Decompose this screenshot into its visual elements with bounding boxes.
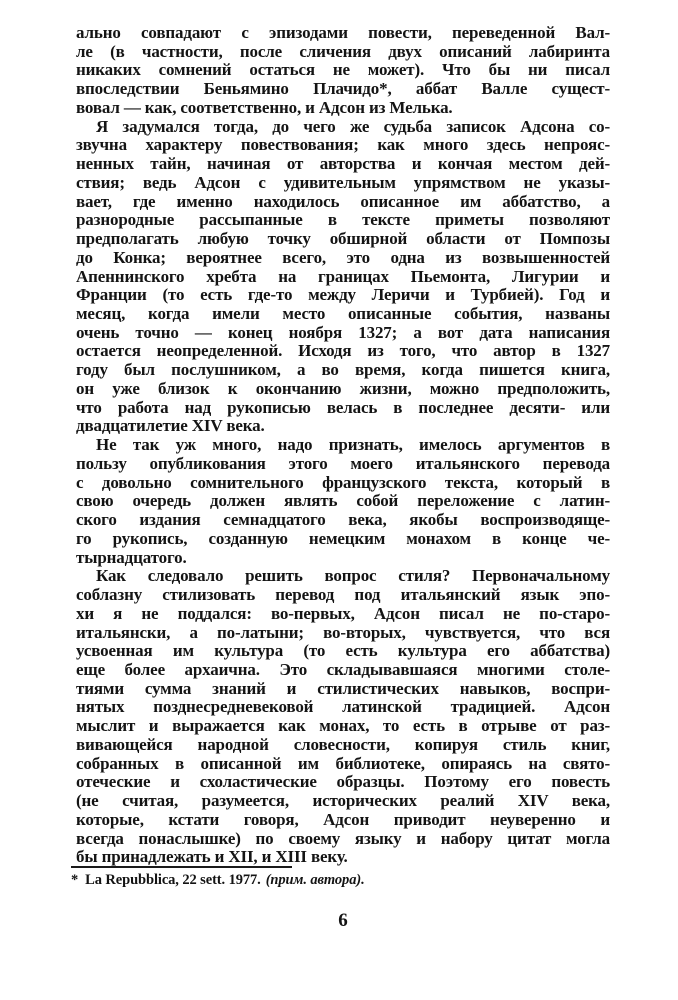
text-line: нятых позднесредневековой латинской традицией. Адсон [76, 697, 610, 717]
text-line: Франции (то есть где-то между Леричи и Турбией). Год и [76, 285, 610, 305]
text-line: тиями сумма знаний и стилистических навыков, воспри- [76, 678, 610, 698]
text-line: мыслит и выражается как монах, то есть в отрыве от раз- [76, 716, 610, 736]
text-line: двадцатилетие XIV века. [76, 416, 265, 436]
text-line: бы принадлежать и XII, и XIII веку. [76, 847, 348, 867]
text-line: до Конка; вероятнее всего, это одна из возвышенностей [76, 247, 610, 267]
text-line: всегда понаслышке) по своему языку и набору цитат могла [76, 828, 610, 848]
footnote [71, 866, 611, 889]
text-line: тырнадцатого. [76, 547, 187, 567]
text-line: Апеннинского хребта на границах Пьемонта, Лигурии и [76, 266, 610, 286]
text-line: соблазну стилизовать перевод под итальянский язык эпо- [76, 585, 610, 605]
text-line: которые, кстати говоря, Адсон приводит неуверенно и [76, 809, 610, 829]
text-line: разнородные рассыпанные в тексте приметы позволяют [76, 210, 610, 230]
text-line: хи я не поддался: во-первых, Адсон писал не по-старо- [76, 603, 610, 623]
page-number: 6 [338, 910, 348, 931]
text-line: остается неопределенной. Исходя из того, что автор в 1327 [76, 341, 610, 361]
footnote-reference: La Repubblica, 22 sett. 1977. [85, 872, 261, 888]
text-line: вовал — как, соответственно, и Адсон из Мелька. [76, 97, 453, 117]
text-line: Я задумался тогда, до чего же судьба записок Адсона со- [96, 116, 610, 136]
text-line: собранных в описанной им библиотеке, опираясь на свято- [76, 753, 610, 773]
footnote-author-note: (прим. автора). [265, 872, 365, 888]
footnote-marker: * [71, 872, 79, 888]
text-line: Не так уж много, надо признать, имелось аргументов в [96, 435, 610, 455]
text-line: пользу опубликования этого моего итальянского перевода [76, 453, 610, 473]
text-line: ально совпадают с эпизодами повести, переведенной Вал- [76, 23, 610, 42]
text-line: ствия; ведь Адсон с удивительным упрямством не указы- [76, 172, 610, 192]
text-line: вивающейся народной словесности, копируя стиль книг, [76, 734, 610, 754]
body-text [76, 24, 610, 867]
text-line: очень точно — конец ноября 1327; а вот дата написания [76, 322, 610, 342]
text-line: го рукопись, созданную немецким монахом в конце че- [76, 528, 610, 548]
text-line: Как следовало решить вопрос стиля? Первоначальному [96, 566, 610, 586]
text-line: ле (в частности, после сличения двух описаний лабиринта [76, 41, 610, 61]
text-line: (не считая, разумеется, исторических реалий XIV века, [76, 791, 610, 811]
text-line: впоследствии Беньямино Плачидо*, аббат Валле сущест- [76, 79, 610, 99]
text-line: еще более архаична. Это складывавшаяся многими столе- [76, 659, 610, 679]
text-line: он уже близок к окончанию жизни, можно предположить, [76, 378, 610, 398]
text-line: ненных тайн, начиная от авторства и кончая местом дей- [76, 154, 610, 174]
text-line: году был послушником, а во время, когда пишется книга, [76, 360, 610, 380]
text-line: ского издания семнадцатого века, якобы воспроизводяще- [76, 510, 610, 530]
text-line: усвоенная им культура (то есть культура его аббатства) [76, 641, 610, 661]
footnote-text [71, 872, 611, 889]
text-line: предполагать любую точку обширной области от Помпозы [76, 229, 610, 249]
text-line: никаких сомнений остаться не может). Что бы ни писал [76, 60, 610, 80]
footnote-divider [71, 866, 292, 868]
text-line: с довольно сомнительного французского текста, который в [76, 472, 610, 492]
text-line: вает, где именно находилось описанное им аббатство, а [76, 191, 610, 211]
text-line: отеческие и схоластические образцы. Поэтому его повесть [76, 772, 610, 792]
text-line: итальянски, а по-латыни; во-вторых, чувствуется, что вся [76, 622, 610, 642]
text-line: звучна характеру повествования; как много здесь непрояс- [76, 135, 610, 155]
text-line: месяц, когда имели место описанные события, названы [76, 304, 610, 324]
text-line: что работа над рукописью велась в последнее десяти- или [76, 397, 610, 417]
text-line: свою очередь должен являть собой переложение с латин- [76, 491, 610, 511]
